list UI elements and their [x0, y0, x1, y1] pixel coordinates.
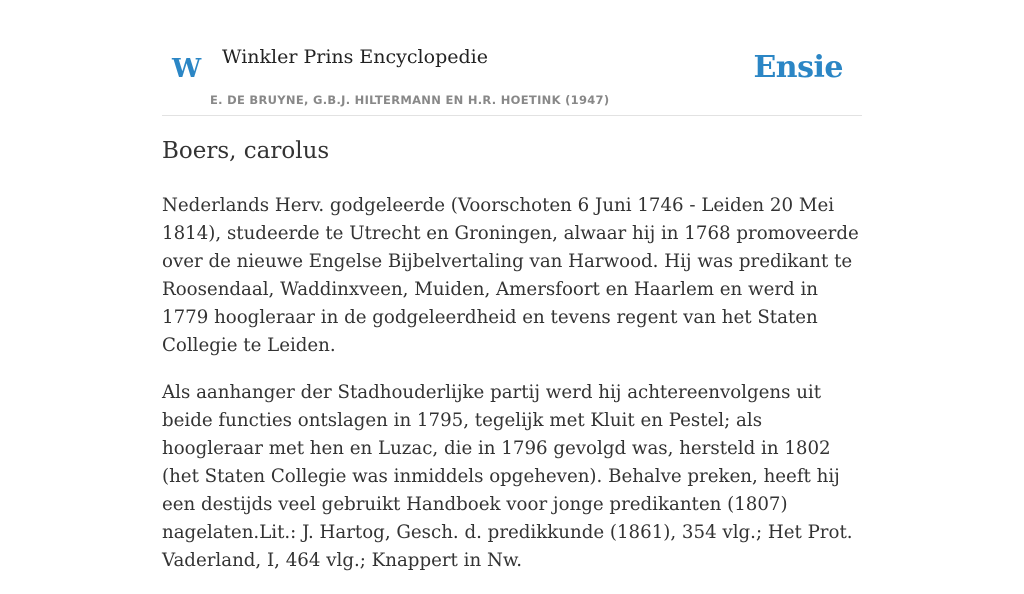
publication-authors: E. DE BRUYNE, G.B.J. HILTERMANN EN H.R. HOETINK (1947): [210, 93, 610, 107]
article-paragraph: Nederlands Herv. godgeleerde (Voorschoten 6 Juni 1746 - Leiden 20 Mei 1814), studeerde te Utrecht en Groningen, alwaar hij in 1768 promoveerde over de nieuwe Engelse Bijbelvertaling van Harwood. Hij was predikant te Roosendaal, Waddinxveen, Muiden, Amersfoort en Haarlem en werd in 1779 hoogleraar in de godgeleerdheid en tevens regent van het Staten Collegie te Leiden.: [162, 195, 859, 356]
page-header: [162, 36, 862, 116]
publication-title[interactable]: Winkler Prins Encyclopedie: [222, 46, 488, 68]
winkler-prins-logo-icon[interactable]: W: [172, 54, 202, 84]
ensie-logo[interactable]: Ensie: [753, 50, 843, 85]
article-body: [162, 192, 868, 594]
article-title: Boers, carolus: [162, 138, 330, 164]
article-paragraph: Als aanhanger der Stadhouderlijke partij werd hij achtereenvolgens uit beide functies ontslagen in 1795, tegelijk met Kluit en Pestel; als hoogleraar met hen en Luzac, die in 1796 gevolgd was, hersteld in 1802 (het Staten Collegie was inmiddels opgeheven). Behalve preken, heeft hij een destijds veel gebruikt Handboek voor jonge predikanten (1807) nagelaten.Lit.: J. Hartog, Gesch. d. predikkunde (1861), 354 vlg.; Het Prot. Vaderland, I, 464 vlg.; Knappert in Nw.: [162, 382, 853, 571]
